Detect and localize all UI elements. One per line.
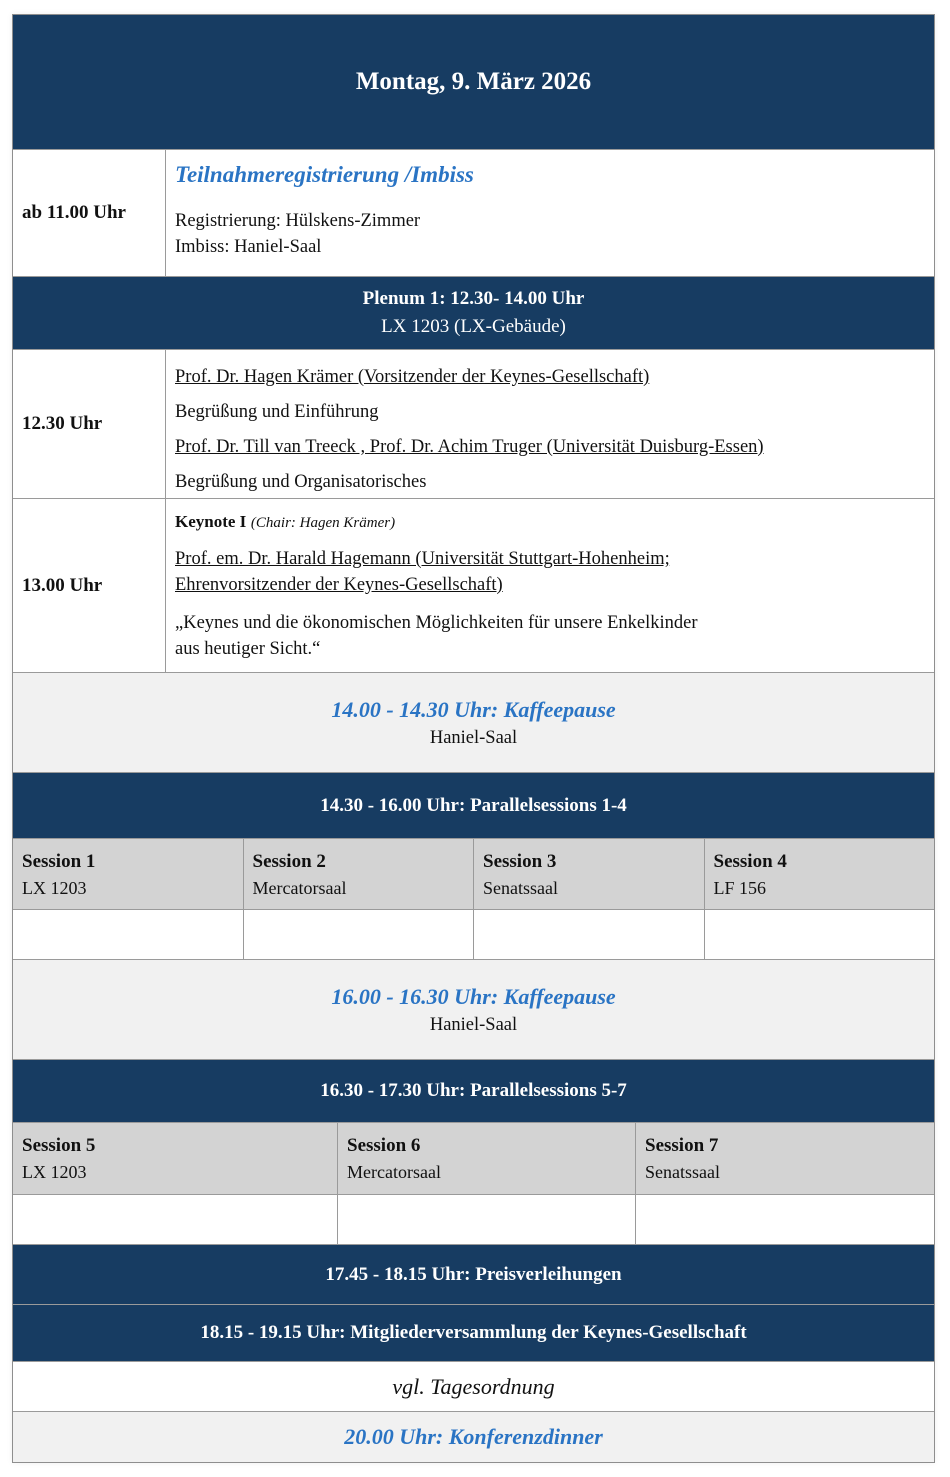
speaker-link[interactable]: Prof. Dr. Hagen Krämer (Vorsitzender der Keynes-Gesellschaft)	[175, 367, 650, 387]
registration-time: ab 11.00 Uhr	[13, 150, 166, 276]
session-name: Session 6	[347, 1135, 421, 1156]
plenum-header	[13, 277, 934, 350]
keynote-title-cont: aus heutiger Sicht.“	[175, 639, 321, 659]
assembly-note-row	[13, 1362, 934, 1412]
session-name: Session 1	[22, 851, 96, 872]
session-name: Session 2	[252, 851, 326, 872]
session-room: Senatssaal	[645, 1162, 720, 1182]
coffee-break-title: 16.00 - 16.30 Uhr: Kaffeepause	[331, 983, 616, 1009]
session-name: Session 7	[645, 1135, 719, 1156]
coffee-break-title: 14.00 - 14.30 Uhr: Kaffeepause	[331, 696, 616, 722]
agenda-note: vgl. Tagesordnung	[392, 1373, 555, 1399]
awards-header	[13, 1245, 934, 1305]
registration-desk: Registrierung: Hülskens-Zimmer	[175, 211, 421, 231]
parallel-sessions-2-title: 16.30 - 17.30 Uhr: Parallelsessions 5-7	[320, 1080, 627, 1101]
parallel-sessions-1-content	[13, 910, 934, 960]
session-name: Session 4	[713, 851, 787, 872]
session-7-content	[636, 1195, 934, 1244]
registration-title: Teilnahmeregistrierung /Imbiss	[175, 162, 474, 187]
session-6-cell	[338, 1123, 636, 1194]
day-header	[13, 15, 934, 150]
session-7-cell	[636, 1123, 934, 1194]
session-name: Session 3	[483, 851, 557, 872]
keynote-speaker-link[interactable]: Prof. em. Dr. Harald Hagemann (Universität Stuttgart-Hohenheim;	[175, 549, 670, 569]
session-3-cell	[474, 839, 705, 909]
keynote-title: „Keynes und die ökonomischen Möglichkeiten für unsere Enkelkinder	[175, 613, 698, 633]
welcome-row	[13, 350, 934, 499]
parallel-sessions-2-content	[13, 1195, 934, 1245]
session-room: Senatssaal	[483, 878, 558, 898]
registration-row	[13, 150, 934, 277]
welcome-time: 12.30 Uhr	[13, 350, 166, 498]
session-2-cell	[244, 839, 475, 909]
welcome-topic: Begrüßung und Einführung	[175, 402, 379, 422]
session-4-cell	[705, 839, 935, 909]
parallel-sessions-2-header	[13, 1060, 934, 1123]
session-2-content	[244, 910, 475, 959]
keynote-time: 13.00 Uhr	[13, 499, 166, 672]
session-5-cell	[13, 1123, 338, 1194]
parallel-sessions-2-rooms	[13, 1123, 934, 1195]
snack-location: Imbiss: Haniel-Saal	[175, 237, 322, 257]
session-5-content	[13, 1195, 338, 1244]
assembly-header	[13, 1305, 934, 1362]
session-room: Mercatorsaal	[347, 1162, 441, 1182]
parallel-sessions-1-rooms	[13, 839, 934, 910]
session-1-cell	[13, 839, 244, 909]
session-room: LF 156	[713, 878, 767, 898]
organisational-topic: Begrüßung und Organisatorisches	[175, 472, 427, 492]
session-room: Mercatorsaal	[252, 878, 347, 898]
session-name: Session 5	[22, 1135, 96, 1156]
coffee-break-2	[13, 960, 934, 1060]
session-room: LX 1203	[22, 878, 87, 898]
plenum-location: LX 1203 (LX-Gebäude)	[381, 316, 566, 337]
coffee-break-1	[13, 673, 934, 773]
plenum-title: Plenum 1: 12.30- 14.00 Uhr	[362, 288, 585, 309]
session-room: LX 1203	[22, 1162, 87, 1182]
keynote-row	[13, 499, 934, 673]
session-1-content	[13, 910, 244, 959]
dinner-title: 20.00 Uhr: Konferenzdinner	[344, 1424, 603, 1449]
assembly-title: 18.15 - 19.15 Uhr: Mitgliederversammlung der Keynes-Gesellschaft	[200, 1322, 747, 1343]
coffee-break-location: Haniel-Saal	[429, 1014, 518, 1035]
session-3-content	[474, 910, 705, 959]
keynote-speaker-link-cont[interactable]: Ehrenvorsitzender der Keynes-Gesellschaft)	[175, 575, 503, 595]
keynote-chair: (Chair: Hagen Krämer)	[250, 515, 396, 531]
dinner-row	[13, 1412, 934, 1462]
day-title: Montag, 9. März 2026	[355, 68, 592, 95]
speaker-link[interactable]: Prof. Dr. Till van Treeck , Prof. Dr. Achim Truger (Universität Duisburg-Essen)	[175, 437, 764, 457]
parallel-sessions-1-title: 14.30 - 16.00 Uhr: Parallelsessions 1-4	[320, 794, 627, 816]
schedule-table	[12, 14, 935, 1463]
session-6-content	[338, 1195, 636, 1244]
awards-title: 17.45 - 18.15 Uhr: Preisverleihungen	[325, 1263, 622, 1285]
coffee-break-location: Haniel-Saal	[429, 727, 518, 748]
session-4-content	[705, 910, 935, 959]
keynote-label: Keynote I	[175, 512, 247, 531]
parallel-sessions-1-header	[13, 773, 934, 839]
